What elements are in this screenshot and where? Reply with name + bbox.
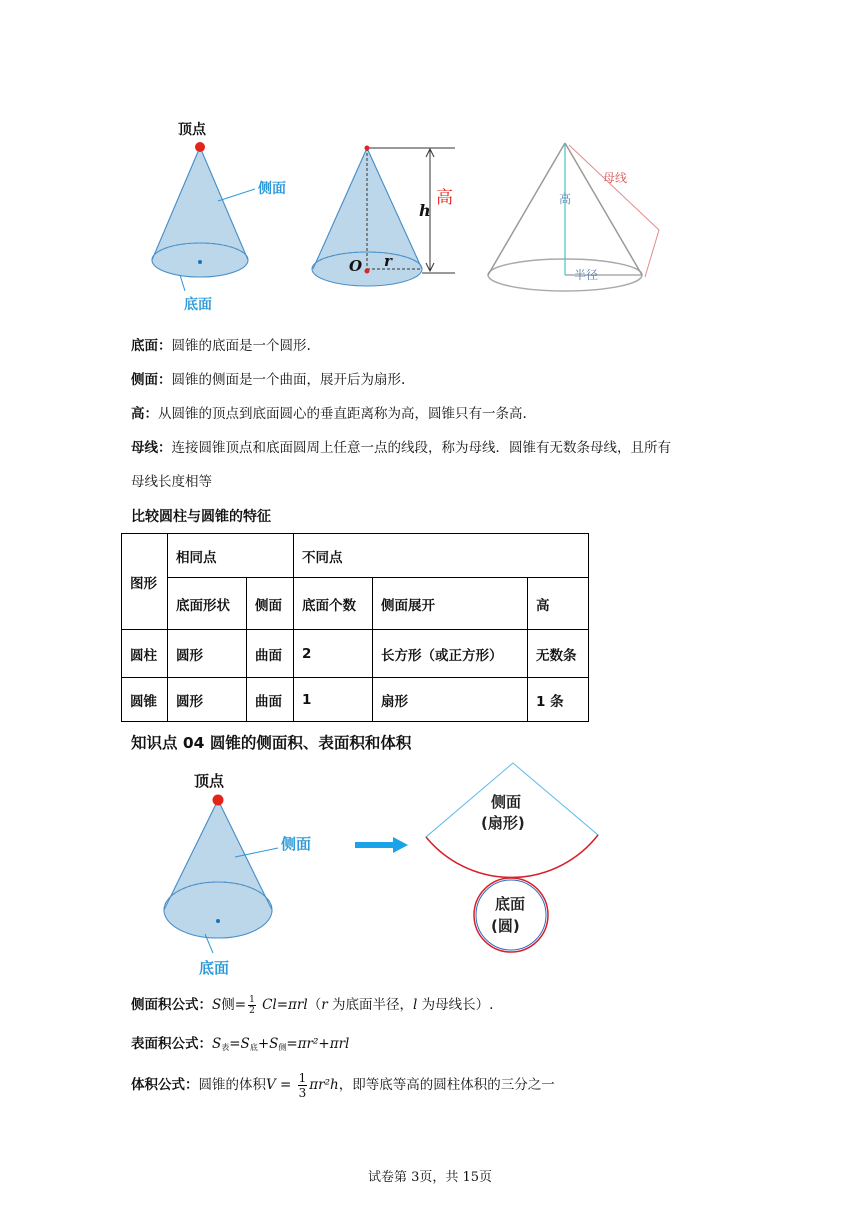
- text-generatrix: 连接圆锥顶点和底面圆周上任意一点的线段，称为母线．圆锥有无数条母线，且所有: [171, 440, 671, 456]
- base-center-dot: [198, 260, 202, 264]
- lateral-expr: Cl=πrl: [262, 997, 308, 1013]
- cone-figure-1: [140, 115, 310, 320]
- var-s: =S: [229, 1036, 250, 1052]
- frac-den: 2: [249, 1006, 255, 1016]
- subheader-base-shape: 底面形状: [168, 578, 247, 630]
- section-title: 知识点 04 圆锥的侧面积、表面积和体积: [131, 734, 412, 752]
- text-base: 圆锥的底面是一个圆形.: [171, 338, 311, 354]
- frac-num: 1: [249, 995, 255, 1005]
- cell: 扇形: [373, 678, 528, 722]
- frac-num: 1: [298, 1071, 307, 1085]
- definition-base: [131, 336, 311, 356]
- definition-generatrix-cont: 母线长度相等: [131, 474, 212, 490]
- surface-expr: =πr²+πrl: [286, 1036, 350, 1052]
- subheader-unfold: 侧面展开: [373, 578, 528, 630]
- sector-label-1: 侧面: [491, 793, 522, 811]
- var-r: r: [321, 997, 328, 1013]
- table-row: [122, 678, 589, 722]
- fraction-third: [298, 1071, 308, 1100]
- definition-generatrix: [131, 438, 671, 458]
- formula-volume: [131, 1071, 555, 1100]
- radius-label: 半径: [574, 268, 599, 282]
- h-label: h: [419, 201, 431, 220]
- table-row: [122, 578, 589, 630]
- row-name: 圆柱: [122, 630, 168, 678]
- cone-figure-2: [305, 135, 470, 300]
- apex-label: 顶点: [178, 122, 206, 138]
- frac-den: 3: [298, 1086, 307, 1100]
- comparison-table: [121, 533, 589, 722]
- cell: 圆形: [168, 630, 247, 678]
- cell: 1 条: [528, 678, 589, 722]
- var-s: +S: [257, 1036, 279, 1052]
- generatrix-label: 母线: [603, 171, 628, 185]
- volume-expr: πr²h: [309, 1077, 339, 1093]
- formula-surface: [131, 1034, 349, 1058]
- note-end: 为母线长）.: [417, 997, 494, 1013]
- eq: =: [234, 997, 247, 1013]
- o-label: O: [349, 257, 363, 275]
- circle-label-1: 底面: [495, 895, 526, 913]
- definition-side: [131, 370, 405, 390]
- note-open: （: [307, 997, 322, 1013]
- apex-dot: [195, 142, 205, 152]
- fraction-half: [248, 995, 256, 1016]
- cell: 曲面: [247, 678, 294, 722]
- circle-label-2: (圆): [491, 917, 520, 935]
- var-l: l: [412, 997, 418, 1013]
- unfolded-figure: [415, 755, 615, 955]
- text-side: 圆锥的侧面是一个曲面，展开后为扇形.: [171, 372, 406, 388]
- side-label: 侧面: [258, 181, 286, 197]
- page-footer: 试卷第 3页，共 15页: [367, 1170, 493, 1185]
- r-label: r: [384, 252, 392, 270]
- volume-text-2: ，即等底等高的圆柱体积的三分之一: [338, 1077, 555, 1093]
- formula-volume-label: 体积公式：: [131, 1077, 199, 1093]
- cell: 曲面: [247, 630, 294, 678]
- base-label-2: 底面: [199, 959, 230, 977]
- sub-side: 侧: [278, 1043, 287, 1052]
- apex-label-2: 顶点: [194, 772, 225, 790]
- table-row: [122, 534, 589, 578]
- subheader-side: 侧面: [247, 578, 294, 630]
- note-mid: 为底面半径，: [327, 997, 413, 1013]
- header-same: 相同点: [168, 534, 294, 578]
- text-height: 从圆锥的顶点到底面圆心的垂直距离称为高，圆锥只有一条高.: [158, 406, 527, 422]
- var-v: V: [266, 1077, 276, 1093]
- formula-surface-label: 表面积公式：: [131, 1036, 212, 1052]
- cell: 2: [294, 630, 373, 678]
- term-generatrix: 母线：: [131, 440, 172, 456]
- header-shape: 图形: [122, 534, 168, 630]
- cell: 1: [294, 678, 373, 722]
- term-base: 底面：: [131, 338, 172, 354]
- height-label-red: 高: [436, 188, 453, 208]
- var-s: S: [212, 1036, 222, 1052]
- height-label: 高: [559, 192, 572, 206]
- var-s: S: [212, 997, 222, 1013]
- sub-base: 底: [249, 1043, 258, 1052]
- formula-lateral-label: 侧面积公式：: [131, 997, 212, 1013]
- header-diff: 不同点: [294, 534, 589, 578]
- subheader-base-count: 底面个数: [294, 578, 373, 630]
- sector-label-2: (扇形): [481, 814, 525, 832]
- cone-figure-4: [158, 765, 328, 980]
- term-side: 侧面：: [131, 372, 172, 388]
- volume-text-1: 圆锥的体积: [198, 1077, 266, 1093]
- cell: 长方形（或正方形）: [373, 630, 528, 678]
- subheader-height: 高: [528, 578, 589, 630]
- base-label: 底面: [184, 297, 212, 313]
- cell: 无数条: [528, 630, 589, 678]
- cone-figure-3: [485, 135, 670, 300]
- sub-lateral: 侧: [221, 997, 235, 1013]
- eq: =: [275, 1077, 296, 1093]
- compare-title: 比较圆柱与圆锥的特征: [131, 509, 271, 525]
- row-name: 圆锥: [122, 678, 168, 722]
- arrow-icon: [355, 836, 410, 854]
- definition-height: [131, 404, 527, 424]
- formula-lateral: [131, 995, 493, 1016]
- table-row: [122, 630, 589, 678]
- side-label-2: 侧面: [281, 835, 312, 853]
- term-height: 高：: [131, 406, 158, 422]
- sub-surface: 表: [221, 1043, 230, 1052]
- cell: 圆形: [168, 678, 247, 722]
